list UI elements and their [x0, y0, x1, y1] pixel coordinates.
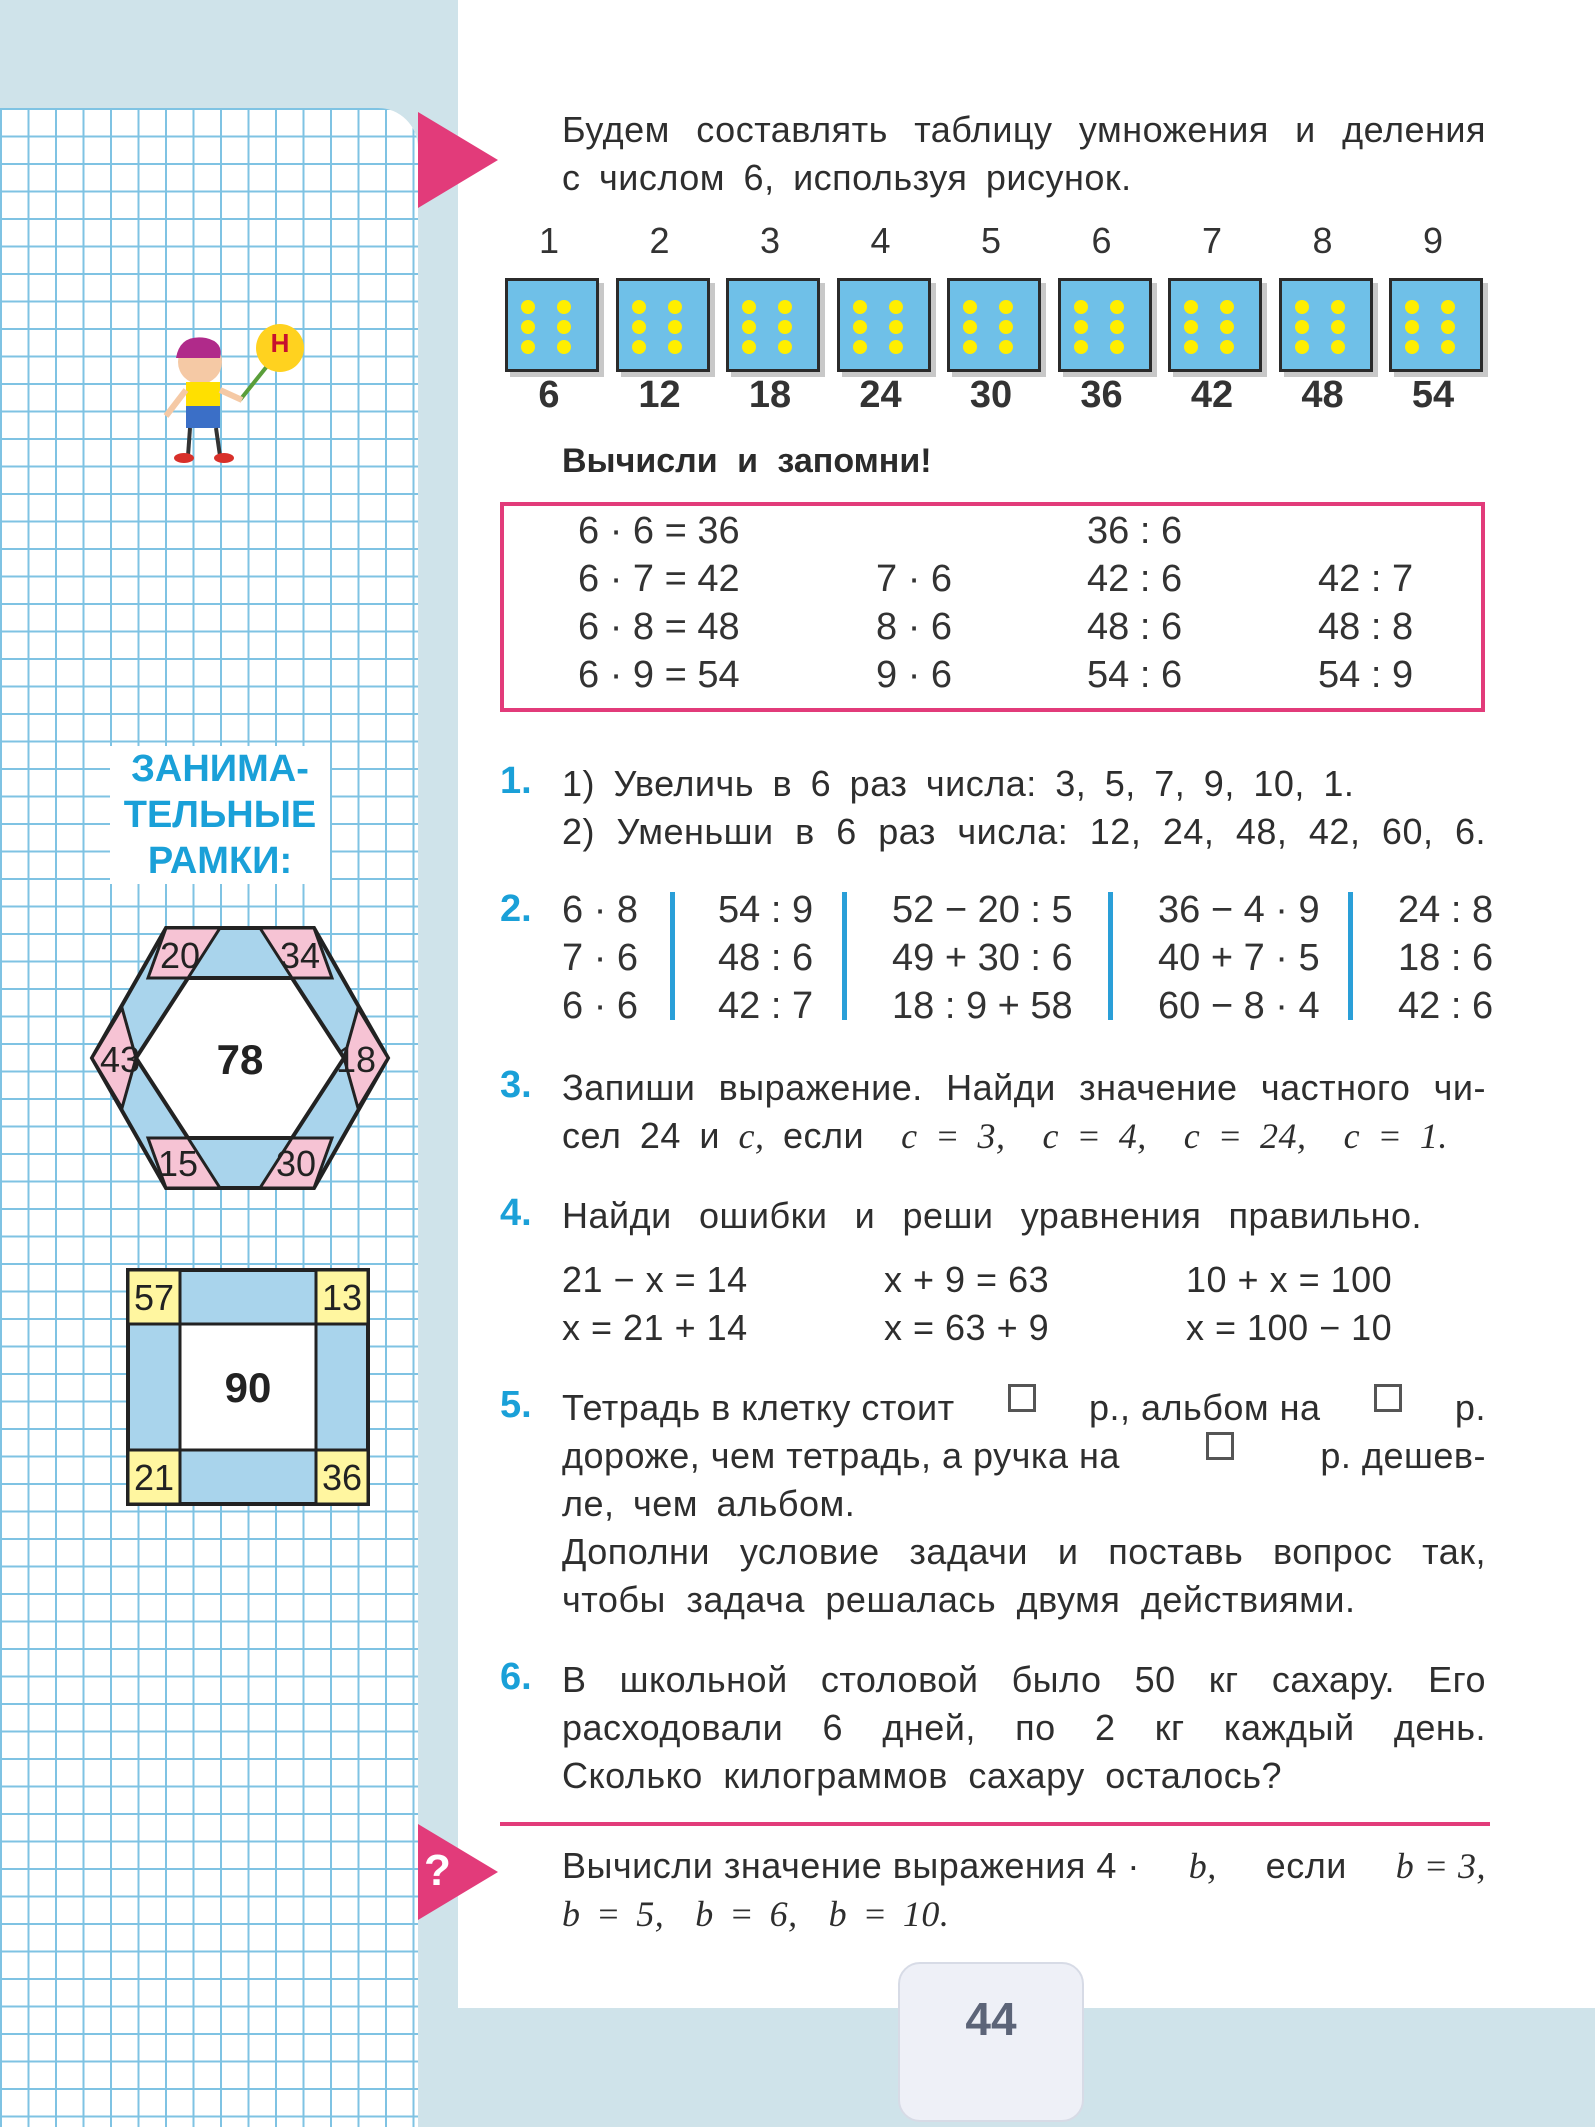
task2-column: 54 : 9 48 : 6 42 : 7	[718, 889, 814, 1027]
die-dot	[889, 340, 903, 354]
task2-column: 52 − 20 : 5 49 + 30 : 6 18 : 9 + 58	[892, 889, 1073, 1027]
die-six-dots-icon	[1058, 278, 1152, 372]
memo-fact: 42 : 6	[1087, 558, 1183, 600]
memo-fact: 6 · 6 = 36	[578, 510, 740, 552]
task6-line-2: расходовали 6 дней, по 2 кг каждый день.	[562, 1707, 1486, 1748]
task1-line-2: 2) Уменьши в 6 раз числа: 12, 24, 48, 42, 60, 6.	[562, 811, 1486, 852]
square-corner-value: 13	[321, 1277, 363, 1318]
die-dot	[632, 300, 646, 314]
die-dot	[668, 320, 682, 334]
memo-fact: 48 : 6	[1087, 606, 1183, 648]
hexagon-center-value: 78	[216, 1036, 264, 1083]
memo-heading: Вычисли и запомни!	[562, 442, 932, 480]
die-product-label: 18	[748, 374, 792, 416]
die-six-dots-icon	[1168, 278, 1262, 372]
equation: x + 9 = 63 x = 63 + 9	[884, 1259, 1050, 1348]
blank-box-icon	[1008, 1384, 1036, 1412]
die-dot	[1220, 340, 1234, 354]
square-center-value: 90	[224, 1364, 272, 1411]
die-six-dots-icon	[726, 278, 820, 372]
question-divider	[500, 1822, 1490, 1826]
die-dot	[1220, 300, 1234, 314]
die-count-label: 8	[1312, 220, 1333, 261]
intro-line-2: с числом 6, используя рисунок.	[562, 157, 1132, 198]
die-dot	[889, 300, 903, 314]
section-arrow-icon	[418, 112, 500, 208]
die-product-label: 48	[1301, 374, 1344, 416]
column-divider	[842, 892, 847, 1020]
task1-line-1: 1) Увеличь в 6 раз числа: 3, 5, 7, 9, 10, 1.	[562, 763, 1355, 804]
die-product-label: 30	[969, 374, 1013, 416]
task3-line-2: сел 24 и с, если c = 3, c = 4, c = 24, c = 1.	[562, 1115, 1448, 1156]
column-divider	[1348, 892, 1353, 1020]
question-line-2: b = 5, b = 6, b = 10.	[562, 1894, 950, 1934]
die-dot	[1405, 340, 1419, 354]
die-product-label: 54	[1411, 374, 1455, 416]
die-count-label: 2	[649, 220, 670, 261]
die-dot	[778, 300, 792, 314]
memo-fact: 48 : 8	[1318, 606, 1414, 648]
die-dot	[1441, 320, 1455, 334]
die-dot	[1220, 320, 1234, 334]
die-dot	[1331, 320, 1345, 334]
die-dot	[1405, 300, 1419, 314]
die-dot	[999, 300, 1013, 314]
task4-line-1: Найди ошибки и реши уравнения правильно.	[562, 1195, 1422, 1236]
die-dot	[521, 340, 535, 354]
die-six-dots-icon	[505, 278, 599, 372]
task-number: 6.	[500, 1656, 532, 1698]
die-dot	[557, 340, 571, 354]
mascot-boy-with-flower	[150, 320, 320, 480]
die-dot	[1295, 320, 1309, 334]
die-dot	[999, 340, 1013, 354]
die-product-label: 6	[538, 374, 560, 416]
die-dot	[853, 320, 867, 334]
side-heading: ЗАНИМА- ТЕЛЬНЫЕ РАМКИ:	[110, 746, 330, 884]
die-dot	[1110, 300, 1124, 314]
die-dot	[521, 300, 535, 314]
equation: 10 + x = 100 x = 100 − 10	[1186, 1259, 1393, 1348]
hexagon-corner-value: 34	[279, 935, 321, 976]
column-divider	[1108, 892, 1113, 1020]
die-dot	[557, 320, 571, 334]
die-dot	[1184, 340, 1198, 354]
die-dot	[1184, 320, 1198, 334]
die-six-dots-icon	[837, 278, 931, 372]
blank-box-icon	[1206, 1432, 1234, 1460]
die-product-label: 24	[859, 374, 902, 416]
die-dot	[1074, 300, 1088, 314]
die-six-dots-icon	[1279, 278, 1373, 372]
task5-line-2: дороже, чем тетрадь, а ручка на р. дешев-	[562, 1432, 1486, 1480]
die-dot	[999, 320, 1013, 334]
die-dot	[742, 340, 756, 354]
task2-column: 36 − 4 · 9 40 + 7 · 5 60 − 8 · 4	[1158, 889, 1320, 1027]
column-divider	[670, 892, 675, 1020]
die-dot	[889, 320, 903, 334]
square-corner-value: 36	[321, 1457, 363, 1498]
task5-line-1: Тетрадь в клетку стоит р., альбом на р.	[562, 1384, 1486, 1432]
hexagon-frame-puzzle	[88, 924, 393, 1194]
memo-fact: 54 : 9	[1318, 654, 1414, 696]
die-product-label: 42	[1190, 374, 1234, 416]
die-dot	[1295, 340, 1309, 354]
die-count-label: 9	[1422, 220, 1444, 261]
die-six-dots-icon	[616, 278, 710, 372]
memo-fact: 6 · 8 = 48	[578, 606, 740, 648]
die-dot	[557, 300, 571, 314]
die-dot	[1110, 340, 1124, 354]
die-dot	[1331, 340, 1345, 354]
memo-fact: 7 · 6	[876, 558, 953, 600]
page-number: 44	[965, 1993, 1017, 2045]
die-count-label: 1	[538, 220, 560, 261]
die-dot	[1441, 340, 1455, 354]
equation: 21 − x = 14 x = 21 + 14	[562, 1259, 748, 1348]
hexagon-corner-value: 30	[275, 1143, 317, 1184]
memo-fact: 54 : 6	[1087, 654, 1183, 696]
task5-line-3: ле, чем альбом.	[562, 1483, 856, 1524]
task6-line-1: В школьной столовой было 50 кг сахару. Его	[562, 1659, 1486, 1700]
square-corner-value: 21	[133, 1457, 175, 1498]
memo-fact: 6 · 9 = 54	[578, 654, 740, 696]
question-line-1: Вычисли значение выражения 4 · b, если b = 3,	[562, 1845, 1486, 1886]
blank-box-icon	[1374, 1384, 1402, 1412]
die-dot	[742, 320, 756, 334]
die-dot	[1110, 320, 1124, 334]
die-dot	[963, 320, 977, 334]
die-dot	[1074, 320, 1088, 334]
die-dot	[521, 320, 535, 334]
task-number: 5.	[500, 1384, 532, 1426]
die-dot	[632, 340, 646, 354]
hexagon-corner-value: 20	[159, 935, 201, 976]
task2-column: 6 · 8 7 · 6 6 · 6	[562, 889, 639, 1027]
square-frame-puzzle	[124, 1266, 374, 1511]
die-dot	[1441, 300, 1455, 314]
task2-column: 24 : 8 18 : 6 42 : 6	[1398, 889, 1494, 1027]
die-dot	[1074, 340, 1088, 354]
task-number: 3.	[500, 1064, 532, 1106]
die-dot	[632, 320, 646, 334]
die-dot	[742, 300, 756, 314]
die-product-label: 12	[638, 374, 681, 416]
task5-line-5: чтобы задача решалась двумя действиями.	[562, 1579, 1356, 1620]
die-dot	[778, 320, 792, 334]
square-corner-value: 57	[133, 1277, 175, 1318]
hexagon-corner-value: 43	[99, 1039, 141, 1080]
memo-fact: 42 : 7	[1318, 558, 1414, 600]
die-count-label: 4	[870, 220, 891, 261]
memo-fact: 6 · 7 = 42	[578, 558, 740, 600]
die-dot	[1331, 300, 1345, 314]
question-mark-icon: ?	[424, 1846, 451, 1895]
memo-fact: 36 : 6	[1087, 510, 1183, 552]
hexagon-corner-value: 18	[335, 1039, 377, 1080]
die-count-label: 3	[759, 220, 781, 261]
die-dot	[853, 300, 867, 314]
memo-fact: 9 · 6	[876, 654, 953, 696]
task6-line-3: Сколько килограммов сахару осталось?	[562, 1755, 1283, 1796]
task-number: 1.	[500, 760, 532, 802]
die-count-label: 7	[1201, 220, 1223, 261]
die-count-label: 5	[980, 220, 1002, 261]
die-six-dots-icon	[1389, 278, 1483, 372]
die-dot	[1184, 300, 1198, 314]
task-number: 2.	[500, 888, 532, 930]
die-dot	[1405, 320, 1419, 334]
die-dot	[1295, 300, 1309, 314]
die-count-label: 6	[1091, 220, 1112, 261]
mascot-letter: Н	[270, 328, 290, 358]
task5-line-4: Дополни условие задачи и поставь вопрос так,	[562, 1531, 1486, 1572]
die-dot	[668, 300, 682, 314]
die-dot	[778, 340, 792, 354]
memo-fact: 8 · 6	[876, 606, 953, 648]
die-product-label: 36	[1080, 374, 1123, 416]
die-dot	[963, 300, 977, 314]
die-dot	[853, 340, 867, 354]
die-dot	[668, 340, 682, 354]
die-six-dots-icon	[947, 278, 1041, 372]
task3-line-1: Запиши выражение. Найди значение частного чи-	[562, 1067, 1486, 1108]
die-dot	[963, 340, 977, 354]
hexagon-corner-value: 15	[157, 1143, 199, 1184]
task-number: 4.	[500, 1192, 532, 1234]
intro-line-1: Будем составлять таблицу умножения и деления	[562, 109, 1486, 150]
